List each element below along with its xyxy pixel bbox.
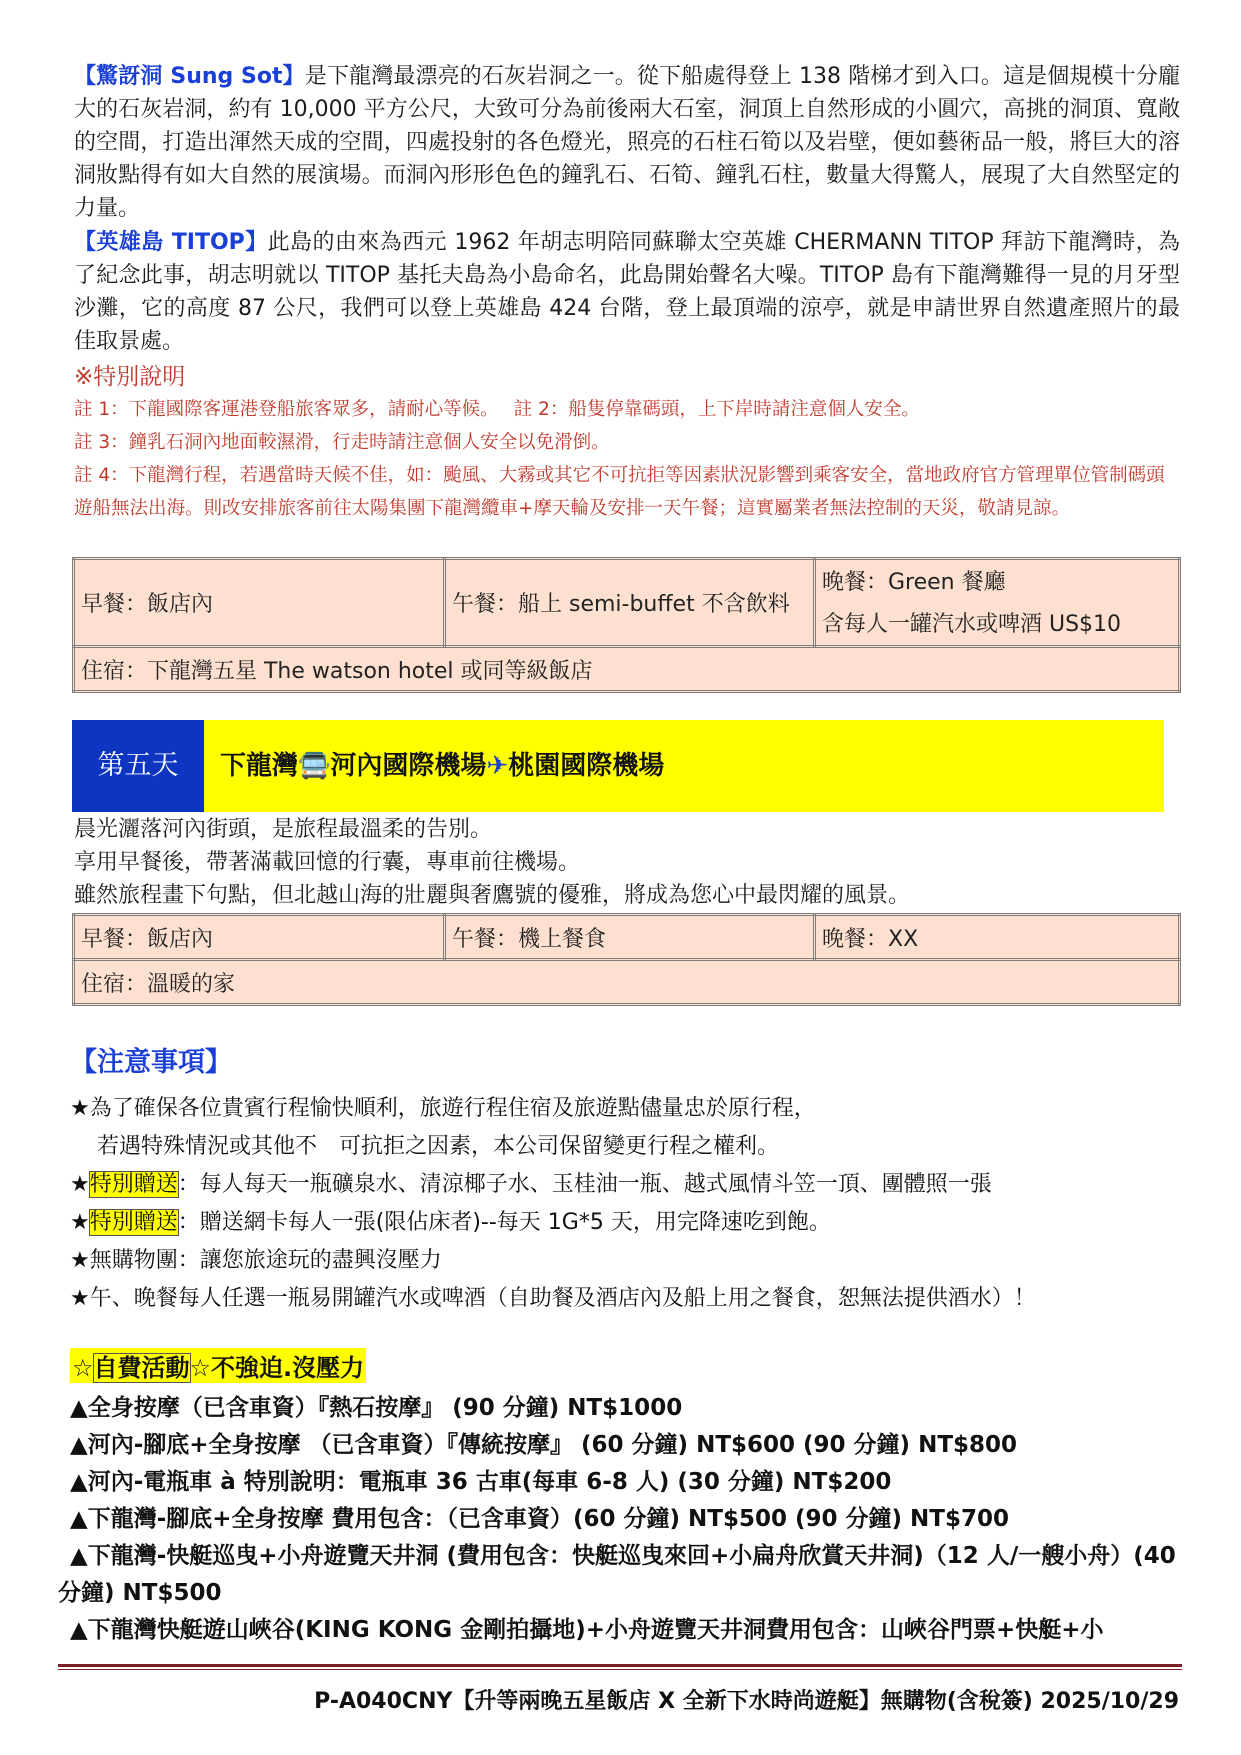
dinner-line: 含每人一罐汽水或啤酒 US$10 (822, 611, 1122, 637)
star-outline-icon: ☆ (189, 1354, 212, 1382)
star-outline-icon: ☆ (72, 1354, 94, 1382)
gift-text: ：贈送網卡每人一張(限佔床者)--每天 1G*5 天，用完降速吃到飽。 (177, 1210, 831, 1235)
optional-title-text: 自費活動 (93, 1354, 190, 1382)
route-from: 下龍灣 (220, 751, 299, 781)
gift-line (70, 1204, 1180, 1242)
day5-banner (72, 720, 1164, 812)
route-to: 桃園國際機場 (508, 751, 665, 781)
optional-item: ▲下龍灣快艇遊山峽谷(KING KONG 金剛拍攝地)+小舟遊覽天井洞費用包含：山峽谷門票+快艇+小 (70, 1617, 1104, 1643)
gift-badge: 特別贈送 (89, 1210, 178, 1235)
footer-divider (58, 1664, 1182, 1667)
attraction-name: 【英雄島 TITOP】 (74, 230, 268, 255)
notice-line: 若遇特殊情況或其他不 可抗拒之因素，本公司保留變更行程之權利。 (97, 1134, 780, 1159)
attraction-sung-sot (74, 60, 1180, 225)
optional-activities-title (70, 1348, 366, 1383)
description-line: 享用早餐後，帶著滿載回憶的行囊，專車前往機場。 (74, 850, 581, 875)
notice-line: ★無購物團：讓您旅途玩的盡興沒壓力 (70, 1248, 442, 1273)
star-icon: ★ (70, 1210, 90, 1235)
optional-item: ▲河內-電瓶車 à 特別說明：電瓶車 36 古車(每車 6-8 人) (30 分鐘) NT$200 (70, 1469, 892, 1495)
day5-description (74, 813, 1180, 912)
description-line: 晨光灑落河內街頭，是旅程最溫柔的告別。 (74, 817, 493, 842)
dinner-cell (815, 559, 1180, 647)
optional-item: ▲河內-腳底+全身按摩 （已含車資）『傳統按摩』 (60 分鐘) NT$600 (90 分鐘) NT$800 (70, 1432, 1018, 1458)
breakfast-cell: 早餐：飯店內 (74, 559, 445, 647)
plane-icon: ✈ (486, 751, 509, 781)
hotel-cell: 住宿：下龍灣五星 The watson hotel 或同等級飯店 (74, 647, 1180, 692)
optional-tagline: 不強迫.沒壓力 (211, 1354, 365, 1382)
notice-line: ★午、晚餐每人任選一瓶易開罐汽水或啤酒（自助餐及酒店內及船上用之餐食，恕無法提供酒水）！ (70, 1286, 1036, 1311)
attraction-titop (74, 226, 1180, 358)
attraction-text: 此島的由來為西元 1962 年胡志明陪同蘇聯太空英雄 CHERMANN TITOP 拜訪下龍灣時，為了紀念此事，胡志明就以 TITOP 基托夫島為小島命名，此島開始聲名大噪。TITOP 島有下龍灣難得一見的月牙型沙灘，它的高度 87 公尺，我們可以登上英雄島 424 台階，登上最頂端的涼亭，就是申請世界自然遺產照片的最佳取景處。 (74, 230, 1180, 354)
meal-table-day4 (72, 557, 1181, 693)
dinner-cell: 晚餐：XX (815, 915, 1180, 960)
star-icon: ★ (70, 1172, 90, 1197)
notice-line: ★為了確保各位貴賓行程愉快順利，旅遊行程住宿及旅遊點儘量忠於原行程， (70, 1096, 816, 1121)
note-line: 註 1：下龍國際客運港登船旅客眾多，請耐心等候。 註 2：船隻停靠碼頭，上下岸時請注意個人安全。 (74, 399, 920, 420)
dinner-line: 晚餐：Green 餐廳 (822, 569, 1006, 595)
attraction-name: 【驚訝洞 Sung Sot】 (74, 64, 305, 89)
day-label: 第五天 (72, 720, 204, 812)
footer-product-code: P-A040CNY【升等兩晚五星飯店 X 全新下水時尚遊艇】無購物(含稅簽) 2025/10/29 (314, 1689, 1179, 1714)
breakfast-cell: 早餐：飯店內 (74, 915, 445, 960)
note-line: 註 4：下龍灣行程，若遇當時天候不佳，如：颱風、大霧或其它不可抗拒等因素狀況影響到乘客安全，當地政府官方管理單位管制碼頭遊船無法出海。則改安排旅客前往太陽集團下龍灣纜車+摩天輪及安排一天午餐；這實屬業者無法控制的天災，敬請見諒。 (74, 465, 1165, 519)
lunch-cell: 午餐：船上 semi-buffet 不含飲料 (445, 559, 815, 647)
optional-item: ▲下龍灣-腳底+全身按摩 費用包含：（已含車資）(60 分鐘) NT$500 (90 分鐘) NT$700 (70, 1506, 1010, 1532)
day-route-title (220, 720, 664, 812)
footer-divider (58, 1669, 1182, 1670)
route-mid: 河內國際機場 (330, 751, 487, 781)
notice-title: 【注意事項】 (70, 1047, 232, 1078)
gift-line (70, 1166, 1180, 1204)
description-line: 雖然旅程畫下句點，但北越山海的壯麗與奢鷹號的優雅，將成為您心中最閃耀的風景。 (74, 883, 911, 908)
optional-item: ▲下龍灣-快艇巡曳+小舟遊覽天井洞 (費用包含：快艇巡曳來回+小扁舟欣賞天井洞)（12 人/一艘小舟）(40 分鐘) NT$500 (58, 1543, 1176, 1606)
note-line: 註 3：鐘乳石洞內地面較濕滑，行走時請注意個人安全以免滑倒。 (74, 432, 610, 453)
optional-item: ▲全身按摩（已含車資）『熱石按摩』 (90 分鐘) NT$1000 (70, 1395, 683, 1421)
special-notes-title: ※特別說明 (74, 364, 186, 390)
lunch-cell: 午餐：機上餐食 (445, 915, 815, 960)
gift-badge: 特別贈送 (89, 1172, 178, 1197)
attraction-text: 是下龍灣最漂亮的石灰岩洞之一。從下船處得登上 138 階梯才到入口。這是個規模十分龐大的石灰岩洞，約有 10,000 平方公尺，大致可分為前後兩大石室，洞頂上自然形成的小圓穴，高挑的洞頂、寬敞的空間，打造出渾然天成的空間，四處投射的各色燈光，照亮的石柱石筍以及岩壁，便如藝術品一般，將巨大的溶洞妝點得有如大自然的展演場。而洞內形形色色的鐘乳石、石筍、鐘乳石柱，數量大得驚人，展現了大自然堅定的力量。 (74, 64, 1180, 221)
bus-icon: 🚍 (298, 751, 331, 781)
hotel-cell: 住宿：溫暖的家 (74, 960, 1180, 1005)
gift-text: ：每人每天一瓶礦泉水、清涼椰子水、玉桂油一瓶、越式風情斗笠一頂、團體照一張 (177, 1172, 992, 1197)
meal-table-day5 (72, 913, 1181, 1006)
